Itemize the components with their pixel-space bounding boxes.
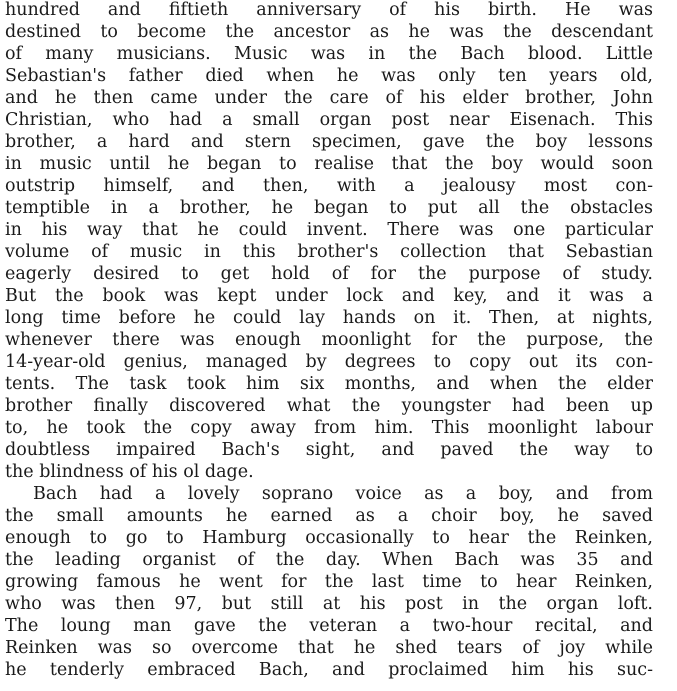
text-line: doubtless impaired Bach's sight, and paved the way to (5, 440, 653, 460)
text-line: brother, a hard and stern specimen, gave the boy lessons (5, 132, 653, 152)
text-line: whenever there was enough moonlight for the purpose, the (5, 330, 653, 350)
text-line: The loung man gave the veteran a two-hour recital, and (5, 616, 653, 636)
text-line: of many musicians. Music was in the Bach blood. Little (5, 44, 653, 64)
text-line: in music until he began to realise that the boy would soon (5, 154, 653, 174)
text-line: in his way that he could invent. There was one particular (5, 220, 653, 240)
text-line: and he then came under the care of his elder brother, John (5, 88, 653, 108)
text-line: enough to go to Hamburg occasionally to hear the Reinken, (5, 528, 653, 548)
text-line: growing famous he went for the last time to hear Reinken, (5, 572, 653, 592)
text-line: to, he took the copy away from him. This moonlight labour (5, 418, 653, 438)
text-line: who was then 97, but still at his post in the organ loft. (5, 594, 653, 614)
text-line: destined to become the ancestor as he was the descendant (5, 22, 653, 42)
text-line: brother finally discovered what the youngster had been up (5, 396, 653, 416)
text-line: Bach had a lovely soprano voice as a boy, and from (33, 484, 653, 504)
text-line: hundred and fiftieth anniversary of his birth. He was (5, 0, 653, 20)
text-line: 14-year-old genius, managed by degrees to copy out its con- (5, 352, 653, 372)
text-line: tents. The task took him six months, and when the elder (5, 374, 653, 394)
text-line: But the book was kept under lock and key, and it was a (5, 286, 653, 306)
text-line: the small amounts he earned as a choir boy, he saved (5, 506, 653, 526)
text-line: the blindness of his ol dage. (5, 462, 254, 482)
text-line: he tenderly embraced Bach, and proclaimed him his suc- (5, 660, 653, 680)
text-line: Sebastian's father died when he was only ten years old, (5, 66, 653, 86)
article-text (5, 0, 653, 691)
text-line: the leading organist of the day. When Bach was 35 and (5, 550, 653, 570)
text-line: volume of music in this brother's collection that Sebastian (5, 242, 653, 262)
text-line: temptible in a brother, he began to put all the obstacles (5, 198, 653, 218)
text-line: long time before he could lay hands on it. Then, at nights, (5, 308, 653, 328)
text-line: Christian, who had a small organ post near Eisenach. This (5, 110, 653, 130)
text-line: Reinken was so overcome that he shed tears of joy while (5, 638, 653, 658)
text-line: outstrip himself, and then, with a jealousy most con- (5, 176, 653, 196)
text-line: eagerly desired to get hold of for the purpose of study. (5, 264, 653, 284)
